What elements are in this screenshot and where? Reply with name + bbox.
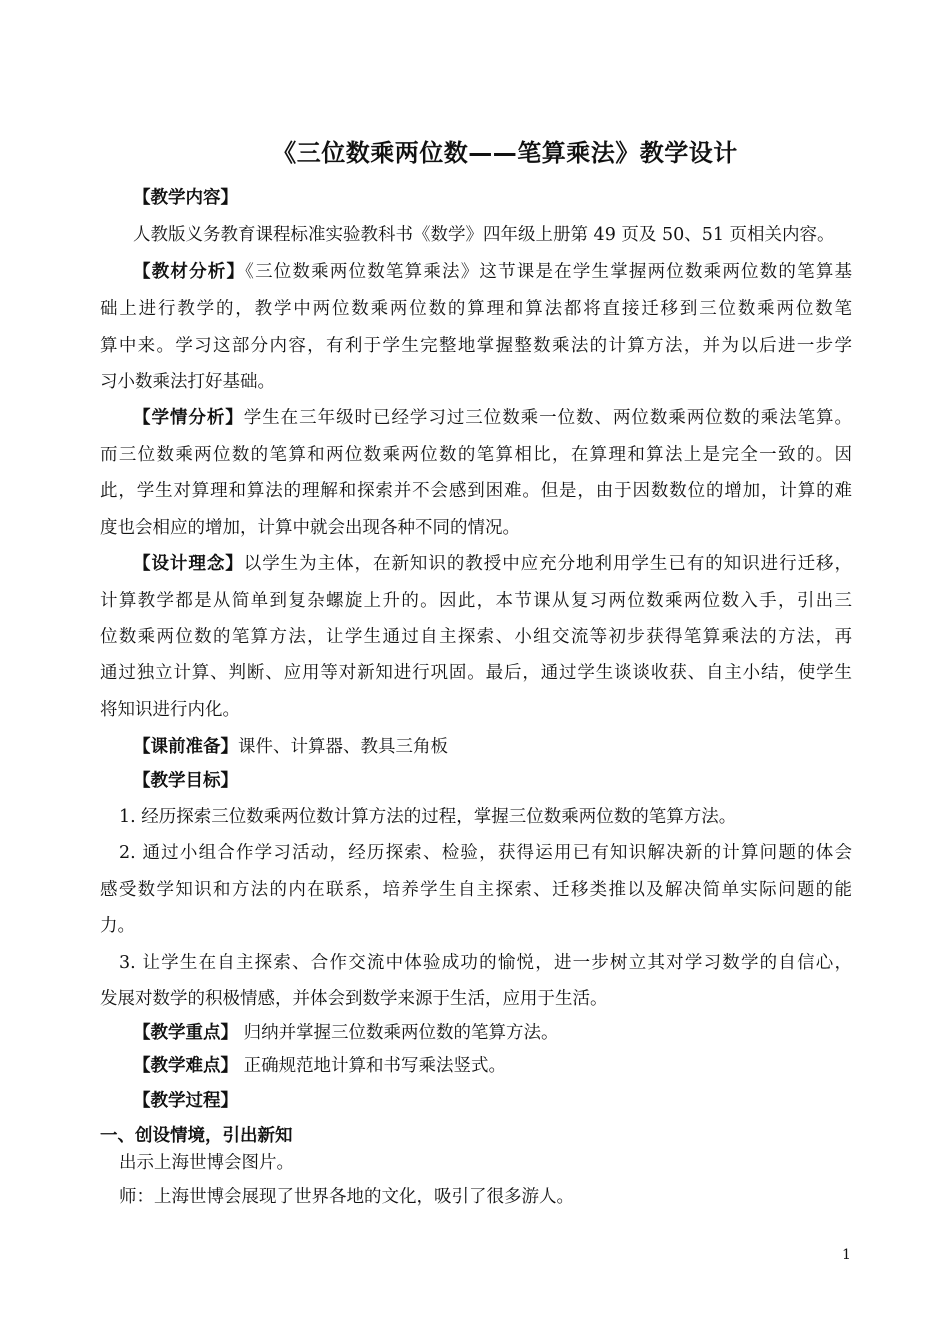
content-label-text: 【教学内容】 [133, 188, 238, 208]
situation-line-3: 此，学生对算理和算法的理解和探索并不会感到困难。但是，由于因数数位的增加，计算的难 [100, 481, 852, 501]
situation-label: 【学情分析】 [133, 408, 244, 428]
goal-2-line-2: 感受数学知识和方法的内在联系，培养学生自主探索、迁移类推以及解决简单实际问题的能 [100, 880, 852, 900]
goals-label-line [133, 768, 852, 794]
concept-line-5: 将知识进行内化。 [100, 700, 240, 720]
concept-line-1 [133, 551, 852, 577]
situation-line-2: 而三位数乘两位数的笔算和两位数乘两位数的笔算相比，在算理和算法上是完全一致的。因 [100, 445, 852, 465]
process-label-line [133, 1088, 852, 1114]
goal-2-line-1: 2. 通过小组合作学习活动，经历探索、检验，获得运用已有知识解决新的计算问题的体会 [119, 843, 852, 863]
document-title: 《三位数乘两位数——笔算乘法》教学设计 [272, 139, 738, 167]
difficulty-line [133, 1053, 852, 1079]
key-label: 【教学重点】 [133, 1023, 238, 1043]
section-1-heading: 一、创设情境，引出新知 [100, 1126, 293, 1146]
concept-line-2: 计算教学都是从简单到复杂螺旋上升的。因此，本节课从复习两位数乘两位数入手，引出三 [100, 591, 852, 611]
analysis-label: 【教材分析】 [133, 262, 246, 282]
analysis-line-3: 算中来。学习这部分内容，有利于学生完整地掌握整数乘法的计算方法，并为以后进一步学 [100, 336, 852, 356]
prep-line [133, 734, 852, 760]
section-1-line-1: 出示上海世博会图片。 [119, 1153, 294, 1173]
key-text: 归纳并掌握三位数乘两位数的笔算方法。 [238, 1023, 559, 1043]
goal-1: 1. 经历探索三位数乘两位数计算方法的过程，掌握三位数乘两位数的笔算方法。 [119, 807, 737, 827]
concept-text-1: 以学生为主体，在新知识的教授中应充分地利用学生已有的知识进行迁移， [243, 554, 852, 574]
process-label: 【教学过程】 [133, 1091, 238, 1111]
analysis-line-4: 习小数乘法打好基础。 [100, 372, 275, 392]
goals-label: 【教学目标】 [133, 771, 238, 791]
analysis-line-2: 础上进行教学的，教学中两位数乘两位数的算理和算法都将直接迁移到三位数乘两位数笔 [100, 299, 852, 319]
goal-3-line-2: 发展对数学的积极情感，并体会到数学来源于生活，应用于生活。 [100, 989, 608, 1009]
section-1-line-2: 师：上海世博会展现了世界各地的文化，吸引了很多游人。 [119, 1187, 574, 1207]
concept-line-3: 位数乘两位数的笔算方法，让学生通过自主探索、小组交流等初步获得笔算乘法的方法，再 [100, 627, 852, 647]
prep-label: 【课前准备】 [133, 737, 238, 757]
content-label [133, 185, 852, 211]
goal-3-line-1: 3. 让学生在自主探索、合作交流中体验成功的愉悦，进一步树立其对学习数学的自信心， [119, 953, 852, 973]
concept-line-4: 通过独立计算、判断、应用等对新知进行巩固。最后，通过学生谈谈收获、自主小结，使学生 [100, 663, 852, 683]
difficulty-text: 正确规范地计算和书写乘法竖式。 [238, 1056, 507, 1076]
key-line [133, 1020, 852, 1046]
analysis-text-1: 《三位数乘两位数笔算乘法》这节课是在学生掌握两位数乘两位数的笔算基 [245, 262, 853, 282]
prep-text: 课件、计算器、教具三角板 [238, 737, 448, 757]
analysis-line-1 [133, 259, 852, 285]
difficulty-label: 【教学难点】 [133, 1056, 238, 1076]
goal-2-line-3: 力。 [100, 916, 135, 936]
content-paragraph: 人教版义务教育课程标准实验教科书《数学》四年级上册第 49 页及 50、51 页相关内容。 [133, 225, 835, 245]
concept-label: 【设计理念】 [133, 554, 244, 574]
situation-line-1 [133, 405, 852, 431]
situation-line-4: 度也会相应的增加，计算中就会出现各种不同的情况。 [100, 518, 520, 538]
situation-text-1: 学生在三年级时已经学习过三位数乘一位数、两位数乘两位数的乘法笔算。 [243, 408, 852, 428]
page-number: 1 [842, 1247, 851, 1263]
